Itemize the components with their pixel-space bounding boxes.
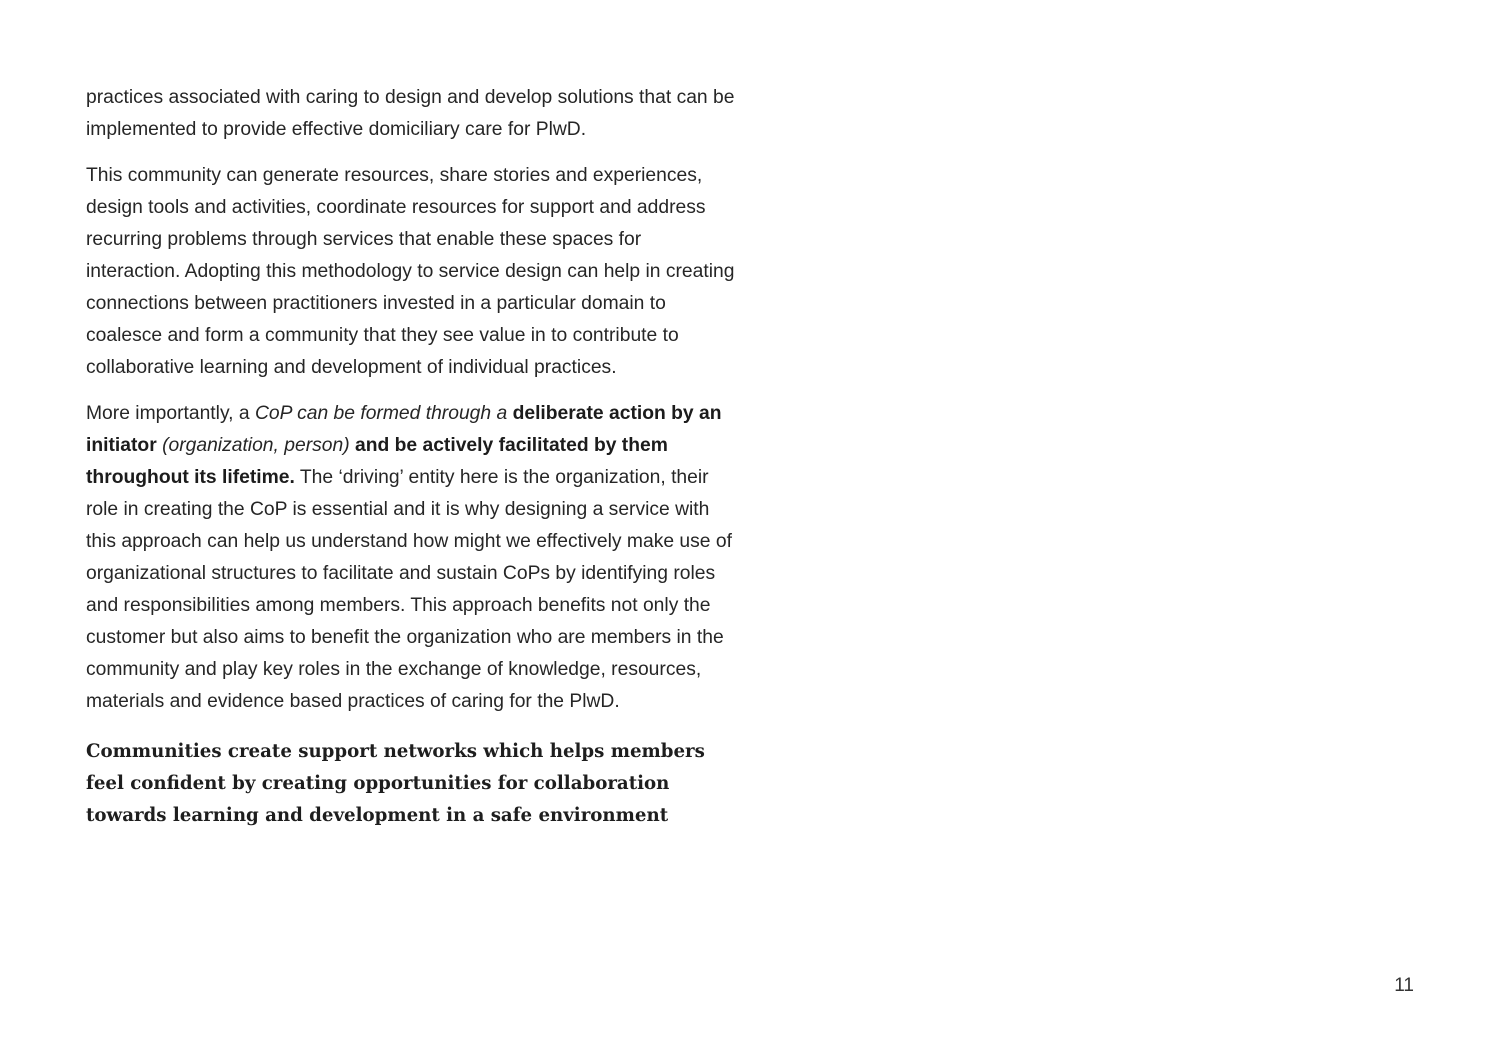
body-paragraph-1	[86, 82, 736, 146]
body-paragraph-3	[86, 398, 736, 718]
text-run: More importantly, a	[86, 403, 255, 424]
page-number: 11	[1394, 975, 1414, 996]
text-run: This community can generate resources, share stories and experiences, design tools and activities, coordinate resources for support and address recurring problems through services that enable these spaces for interaction. Adopting this methodology to service design can help in creating connections between practitioners invested in a particular domain to coalesce and form a community that they see value in to contribute to collaborative learning and development of individual practices.	[86, 165, 735, 378]
text-run: practices associated with caring to design and develop solutions that can be implemented to provide effective domiciliary care for PlwD.	[86, 87, 735, 140]
text-column	[86, 82, 736, 832]
bold-text-run: deliberate action by an initiator	[86, 403, 722, 456]
bold-text-run: and be actively facilitated by them throughout its lifetime.	[86, 435, 668, 488]
callout-statement: Communities create support networks which helps members feel confident by creating opportunities for collaboration towards learning and development in a safe environment	[86, 741, 705, 826]
italic-text-run: (organization, person)	[162, 435, 350, 456]
italic-text-run: CoP can be formed through a	[254, 403, 508, 424]
body-paragraph-2	[86, 160, 736, 384]
text-run: The ‘driving’ entity here is the organization, their role in creating the CoP is essential and it is why designing a service with this approach can help us understand how might we effectively make use of organizational structures to facilitate and sustain CoPs by identifying roles and responsibilities among members. This approach benefits not only the customer but also aims to benefit the organization who are members in the community and play key roles in the exchange of knowledge, resources, materials and evidence based practices of caring for the PlwD.	[86, 467, 732, 712]
